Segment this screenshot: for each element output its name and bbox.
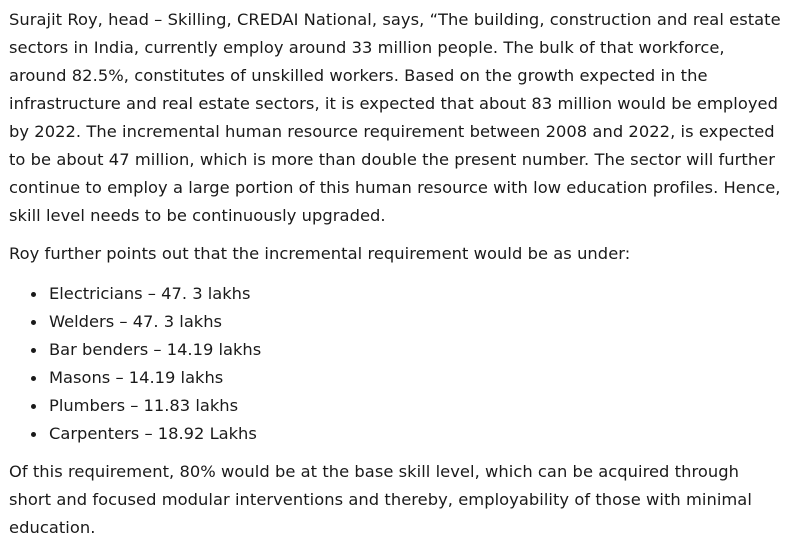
- list-item: [31, 364, 783, 392]
- list-item-text: Welders – 47. 3 lakhs: [49, 312, 223, 331]
- bullet-icon: [31, 432, 36, 437]
- list-item-text: Carpenters – 18.92 Lakhs: [49, 424, 257, 443]
- list-item: [31, 392, 783, 420]
- paragraph-intro-list: Roy further points out that the incremental requirement would be as under:: [9, 244, 631, 263]
- paragraph-quote: Surajit Roy, head – Skilling, CREDAI National, says, “The building, construction and real estate sectors in India, currently employ around 33 million people. The bulk of that workforce, around 82.5%, constitutes of unskilled workers. Based on the growth expected in the infrastructure and real estate sectors, it is expected that about 83 million would be employed by 2022. The incremental human resource requirement between 2008 and 2022, is expected to be about 47 million, which is more than double the present number. The sector will further continue to employ a large portion of this human resource with low education profiles. Hence, skill level needs to be continuously upgraded.: [9, 10, 781, 225]
- list-item-text: Plumbers – 11.83 lakhs: [49, 396, 239, 415]
- list-item-text: Bar benders – 14.19 lakhs: [49, 340, 262, 359]
- bullet-icon: [31, 376, 36, 381]
- list-item-text: Electricians – 47. 3 lakhs: [49, 284, 251, 303]
- list-item: [31, 336, 783, 364]
- list-item-text: Masons – 14.19 lakhs: [49, 368, 224, 387]
- bullet-icon: [31, 320, 36, 325]
- list-item: [31, 420, 783, 448]
- bullet-icon: [31, 348, 36, 353]
- bullet-icon: [31, 404, 36, 409]
- bullet-icon: [31, 292, 36, 297]
- requirement-list: [9, 280, 783, 448]
- list-item: [31, 308, 783, 336]
- paragraph-conclusion: Of this requirement, 80% would be at the base skill level, which can be acquired through short and focused modular interventions and thereby, employability of those with minimal education.: [9, 462, 752, 537]
- list-item: [31, 280, 783, 308]
